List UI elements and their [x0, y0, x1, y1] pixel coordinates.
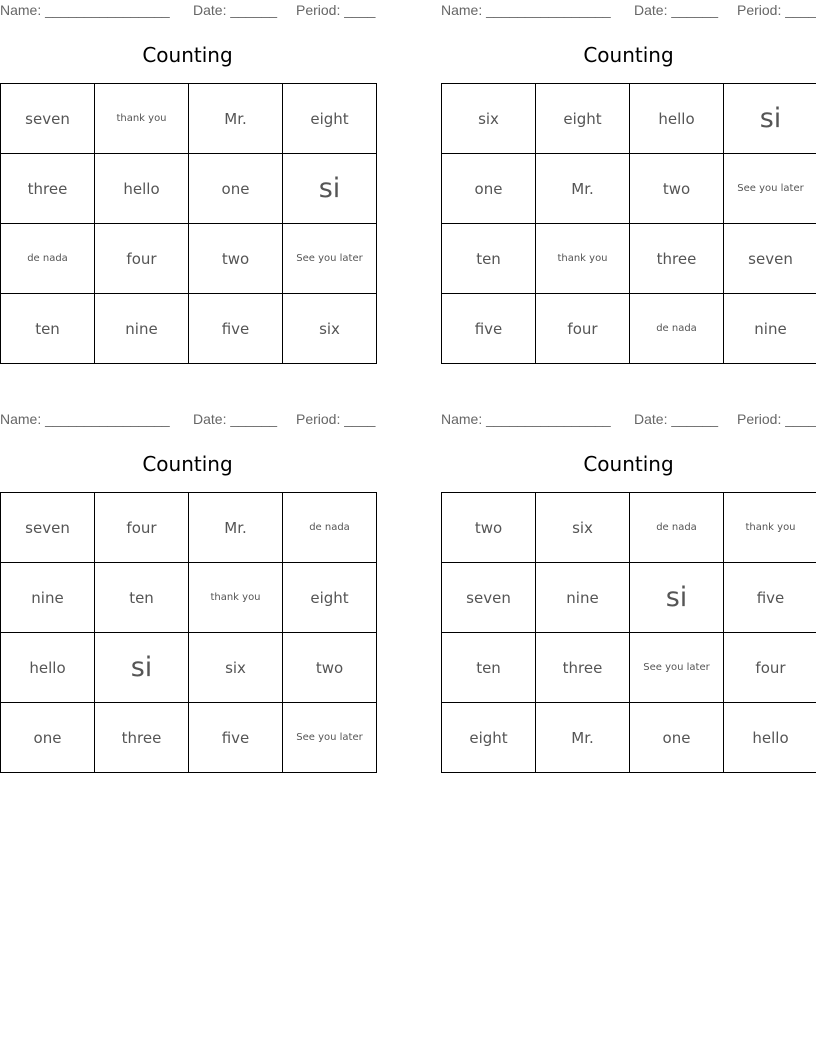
grid-cell: two: [442, 493, 536, 563]
grid-cell: nine: [724, 294, 816, 364]
grid-cell: five: [189, 294, 283, 364]
grid-cell: three: [95, 703, 189, 773]
grid-row: [442, 294, 816, 364]
grid-row: [1, 563, 377, 633]
grid-cell: eight: [536, 84, 630, 154]
grid-cell: two: [630, 154, 724, 224]
grid-row: [1, 84, 377, 154]
grid-cell: Mr.: [189, 493, 283, 563]
grid-cell: one: [442, 154, 536, 224]
grid-row: [442, 703, 816, 773]
card-title: Counting: [583, 452, 674, 476]
grid-cell: six: [283, 294, 377, 364]
grid-cell: de nada: [283, 493, 377, 563]
grid-cell: Mr.: [536, 154, 630, 224]
grid-cell: six: [442, 84, 536, 154]
name-field-label: Name: ________________: [441, 2, 611, 18]
grid-cell: hello: [724, 703, 816, 773]
bingo-grid: [441, 83, 816, 364]
grid-cell: one: [630, 703, 724, 773]
grid-row: [1, 224, 377, 294]
student-info-header: [0, 411, 375, 429]
period-field-label: Period: ____: [296, 411, 376, 427]
grid-cell: thank you: [724, 493, 816, 563]
grid-cell: four: [536, 294, 630, 364]
grid-cell: eight: [283, 563, 377, 633]
bingo-grid: [441, 492, 816, 773]
card-title: Counting: [142, 452, 233, 476]
grid-cell: ten: [442, 224, 536, 294]
grid-cell: de nada: [630, 294, 724, 364]
grid-cell: hello: [630, 84, 724, 154]
grid-cell: hello: [95, 154, 189, 224]
grid-cell: si: [630, 563, 724, 633]
grid-cell: seven: [1, 493, 95, 563]
grid-row: [442, 633, 816, 703]
grid-cell: seven: [1, 84, 95, 154]
name-field-label: Name: ________________: [441, 411, 611, 427]
grid-cell: five: [189, 703, 283, 773]
grid-cell: ten: [95, 563, 189, 633]
grid-cell: three: [536, 633, 630, 703]
grid-cell: See you later: [283, 224, 377, 294]
grid-cell: ten: [442, 633, 536, 703]
grid-cell: thank you: [95, 84, 189, 154]
grid-cell: nine: [1, 563, 95, 633]
grid-row: [442, 154, 816, 224]
grid-cell: six: [536, 493, 630, 563]
grid-row: [1, 633, 377, 703]
grid-cell: four: [724, 633, 816, 703]
grid-cell: hello: [1, 633, 95, 703]
name-field-label: Name: ________________: [0, 2, 170, 18]
grid-row: [442, 493, 816, 563]
bingo-grid: [0, 492, 377, 773]
grid-cell: nine: [536, 563, 630, 633]
grid-cell: two: [189, 224, 283, 294]
grid-cell: See you later: [630, 633, 724, 703]
grid-cell: one: [189, 154, 283, 224]
grid-cell: See you later: [283, 703, 377, 773]
grid-cell: seven: [724, 224, 816, 294]
grid-cell: five: [724, 563, 816, 633]
date-field-label: Date: ______: [634, 2, 719, 18]
grid-row: [1, 154, 377, 224]
grid-cell: six: [189, 633, 283, 703]
period-field-label: Period: ____: [296, 2, 376, 18]
grid-row: [1, 294, 377, 364]
grid-row: [1, 703, 377, 773]
student-info-header: [441, 2, 816, 20]
bingo-card-2: [441, 0, 816, 365]
grid-cell: See you later: [724, 154, 816, 224]
bingo-card-4: [441, 409, 816, 774]
bingo-grid: [0, 83, 377, 364]
student-info-header: [441, 411, 816, 429]
grid-cell: eight: [442, 703, 536, 773]
date-field-label: Date: ______: [193, 411, 278, 427]
grid-cell: si: [283, 154, 377, 224]
student-info-header: [0, 2, 375, 20]
grid-cell: Mr.: [189, 84, 283, 154]
grid-cell: four: [95, 493, 189, 563]
grid-cell: seven: [442, 563, 536, 633]
period-field-label: Period: ____: [737, 2, 816, 18]
grid-row: [442, 563, 816, 633]
grid-row: [442, 84, 816, 154]
grid-cell: two: [283, 633, 377, 703]
bingo-card-1: [0, 0, 375, 365]
grid-row: [1, 493, 377, 563]
grid-cell: eight: [283, 84, 377, 154]
bingo-card-3: [0, 409, 375, 774]
grid-cell: three: [630, 224, 724, 294]
grid-cell: four: [95, 224, 189, 294]
date-field-label: Date: ______: [193, 2, 278, 18]
grid-cell: Mr.: [536, 703, 630, 773]
grid-cell: de nada: [1, 224, 95, 294]
card-title: Counting: [583, 43, 674, 67]
date-field-label: Date: ______: [634, 411, 719, 427]
grid-cell: one: [1, 703, 95, 773]
grid-cell: ten: [1, 294, 95, 364]
grid-cell: three: [1, 154, 95, 224]
grid-cell: nine: [95, 294, 189, 364]
grid-cell: si: [95, 633, 189, 703]
period-field-label: Period: ____: [737, 411, 816, 427]
name-field-label: Name: ________________: [0, 411, 170, 427]
card-title: Counting: [142, 43, 233, 67]
grid-row: [442, 224, 816, 294]
grid-cell: si: [724, 84, 816, 154]
grid-cell: de nada: [630, 493, 724, 563]
grid-cell: five: [442, 294, 536, 364]
grid-cell: thank you: [536, 224, 630, 294]
grid-cell: thank you: [189, 563, 283, 633]
